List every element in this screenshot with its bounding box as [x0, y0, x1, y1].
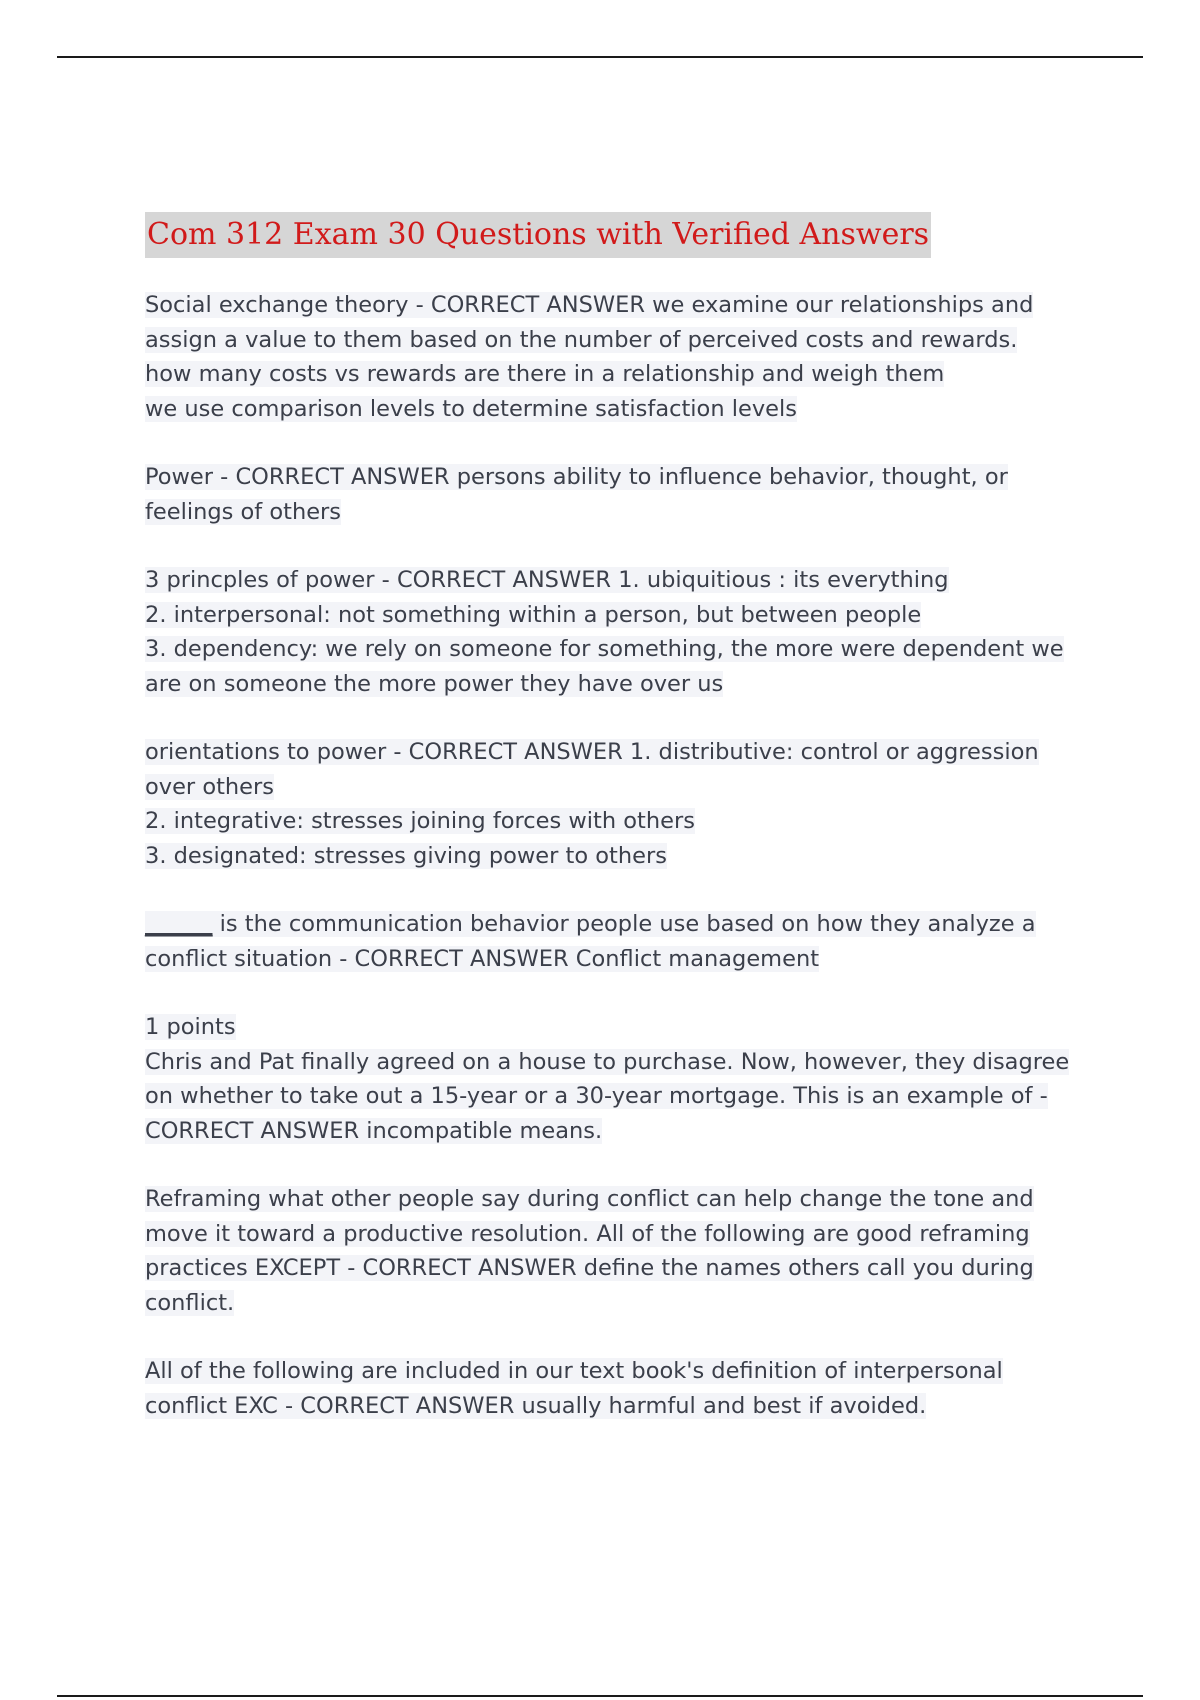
entry-line: Social exchange theory - CORRECT ANSWER we examine our relationships and	[145, 292, 1034, 318]
entry-line: 1 points	[145, 1014, 236, 1040]
entry-line: conflict EXC - CORRECT ANSWER usually harmful and best if avoided.	[145, 1392, 927, 1419]
entry-line: how many costs vs rewards are there in a relationship and weigh them	[145, 361, 945, 387]
qa-entry-conflict-management	[145, 907, 1085, 976]
qa-entry-social-exchange	[145, 288, 1085, 426]
entry-line: 3 princples of power - CORRECT ANSWER 1. ubiquitious : its everything	[145, 567, 949, 593]
document-title: Com 312 Exam 30 Questions with Verified Answers	[145, 212, 931, 258]
entry-line: feelings of others	[145, 498, 342, 525]
entry-line: 3. designated: stresses giving power to others	[145, 842, 667, 869]
entry-line: 2. interpersonal: not something within a person, but between people	[145, 601, 922, 628]
entry-line: practices EXCEPT - CORRECT ANSWER define the names others call you during	[145, 1255, 1034, 1281]
qa-entry-interpersonal-conflict	[145, 1354, 1085, 1423]
entry-line: CORRECT ANSWER incompatible means.	[145, 1117, 603, 1144]
entry-line: conflict situation - CORRECT ANSWER Conflict management	[145, 945, 820, 972]
entry-line: All of the following are included in our text book's definition of interpersonal	[145, 1358, 1003, 1384]
entry-line: conflict.	[145, 1289, 235, 1316]
qa-entry-principles-of-power	[145, 563, 1085, 701]
qa-entry-reframing	[145, 1182, 1085, 1320]
entry-line: on whether to take out a 15-year or a 30-year mortgage. This is an example of -	[145, 1083, 1048, 1109]
entry-line: Power - CORRECT ANSWER persons ability to influence behavior, thought, or	[145, 464, 1008, 490]
document-body	[145, 212, 1085, 1457]
qa-entry-incompatible-means	[145, 1010, 1085, 1148]
footer-rule	[57, 1695, 1143, 1697]
entry-line: are on someone the more power they have over us	[145, 670, 724, 697]
entry-line: is the communication behavior people use based on how they analyze a	[212, 911, 1036, 937]
entry-line: Reframing what other people say during conflict can help change the tone and	[145, 1186, 1034, 1212]
entry-line: 2. integrative: stresses joining forces with others	[145, 808, 695, 834]
entry-line: assign a value to them based on the number of perceived costs and rewards.	[145, 326, 1018, 353]
entry-line: we use comparison levels to determine satisfaction levels	[145, 395, 797, 422]
header-rule	[57, 56, 1143, 58]
entry-line: 3. dependency: we rely on someone for something, the more were dependent we	[145, 636, 1064, 662]
entry-line: move it toward a productive resolution. All of the following are good reframing	[145, 1220, 1030, 1247]
fill-in-blank: ______	[145, 911, 213, 937]
qa-entry-power	[145, 460, 1085, 529]
entry-line: Chris and Pat finally agreed on a house to purchase. Now, however, they disagree	[145, 1048, 1070, 1075]
entry-line: orientations to power - CORRECT ANSWER 1. distributive: control or aggression	[145, 739, 1039, 765]
entry-line: over others	[145, 773, 274, 800]
qa-entry-orientations-to-power	[145, 735, 1085, 873]
